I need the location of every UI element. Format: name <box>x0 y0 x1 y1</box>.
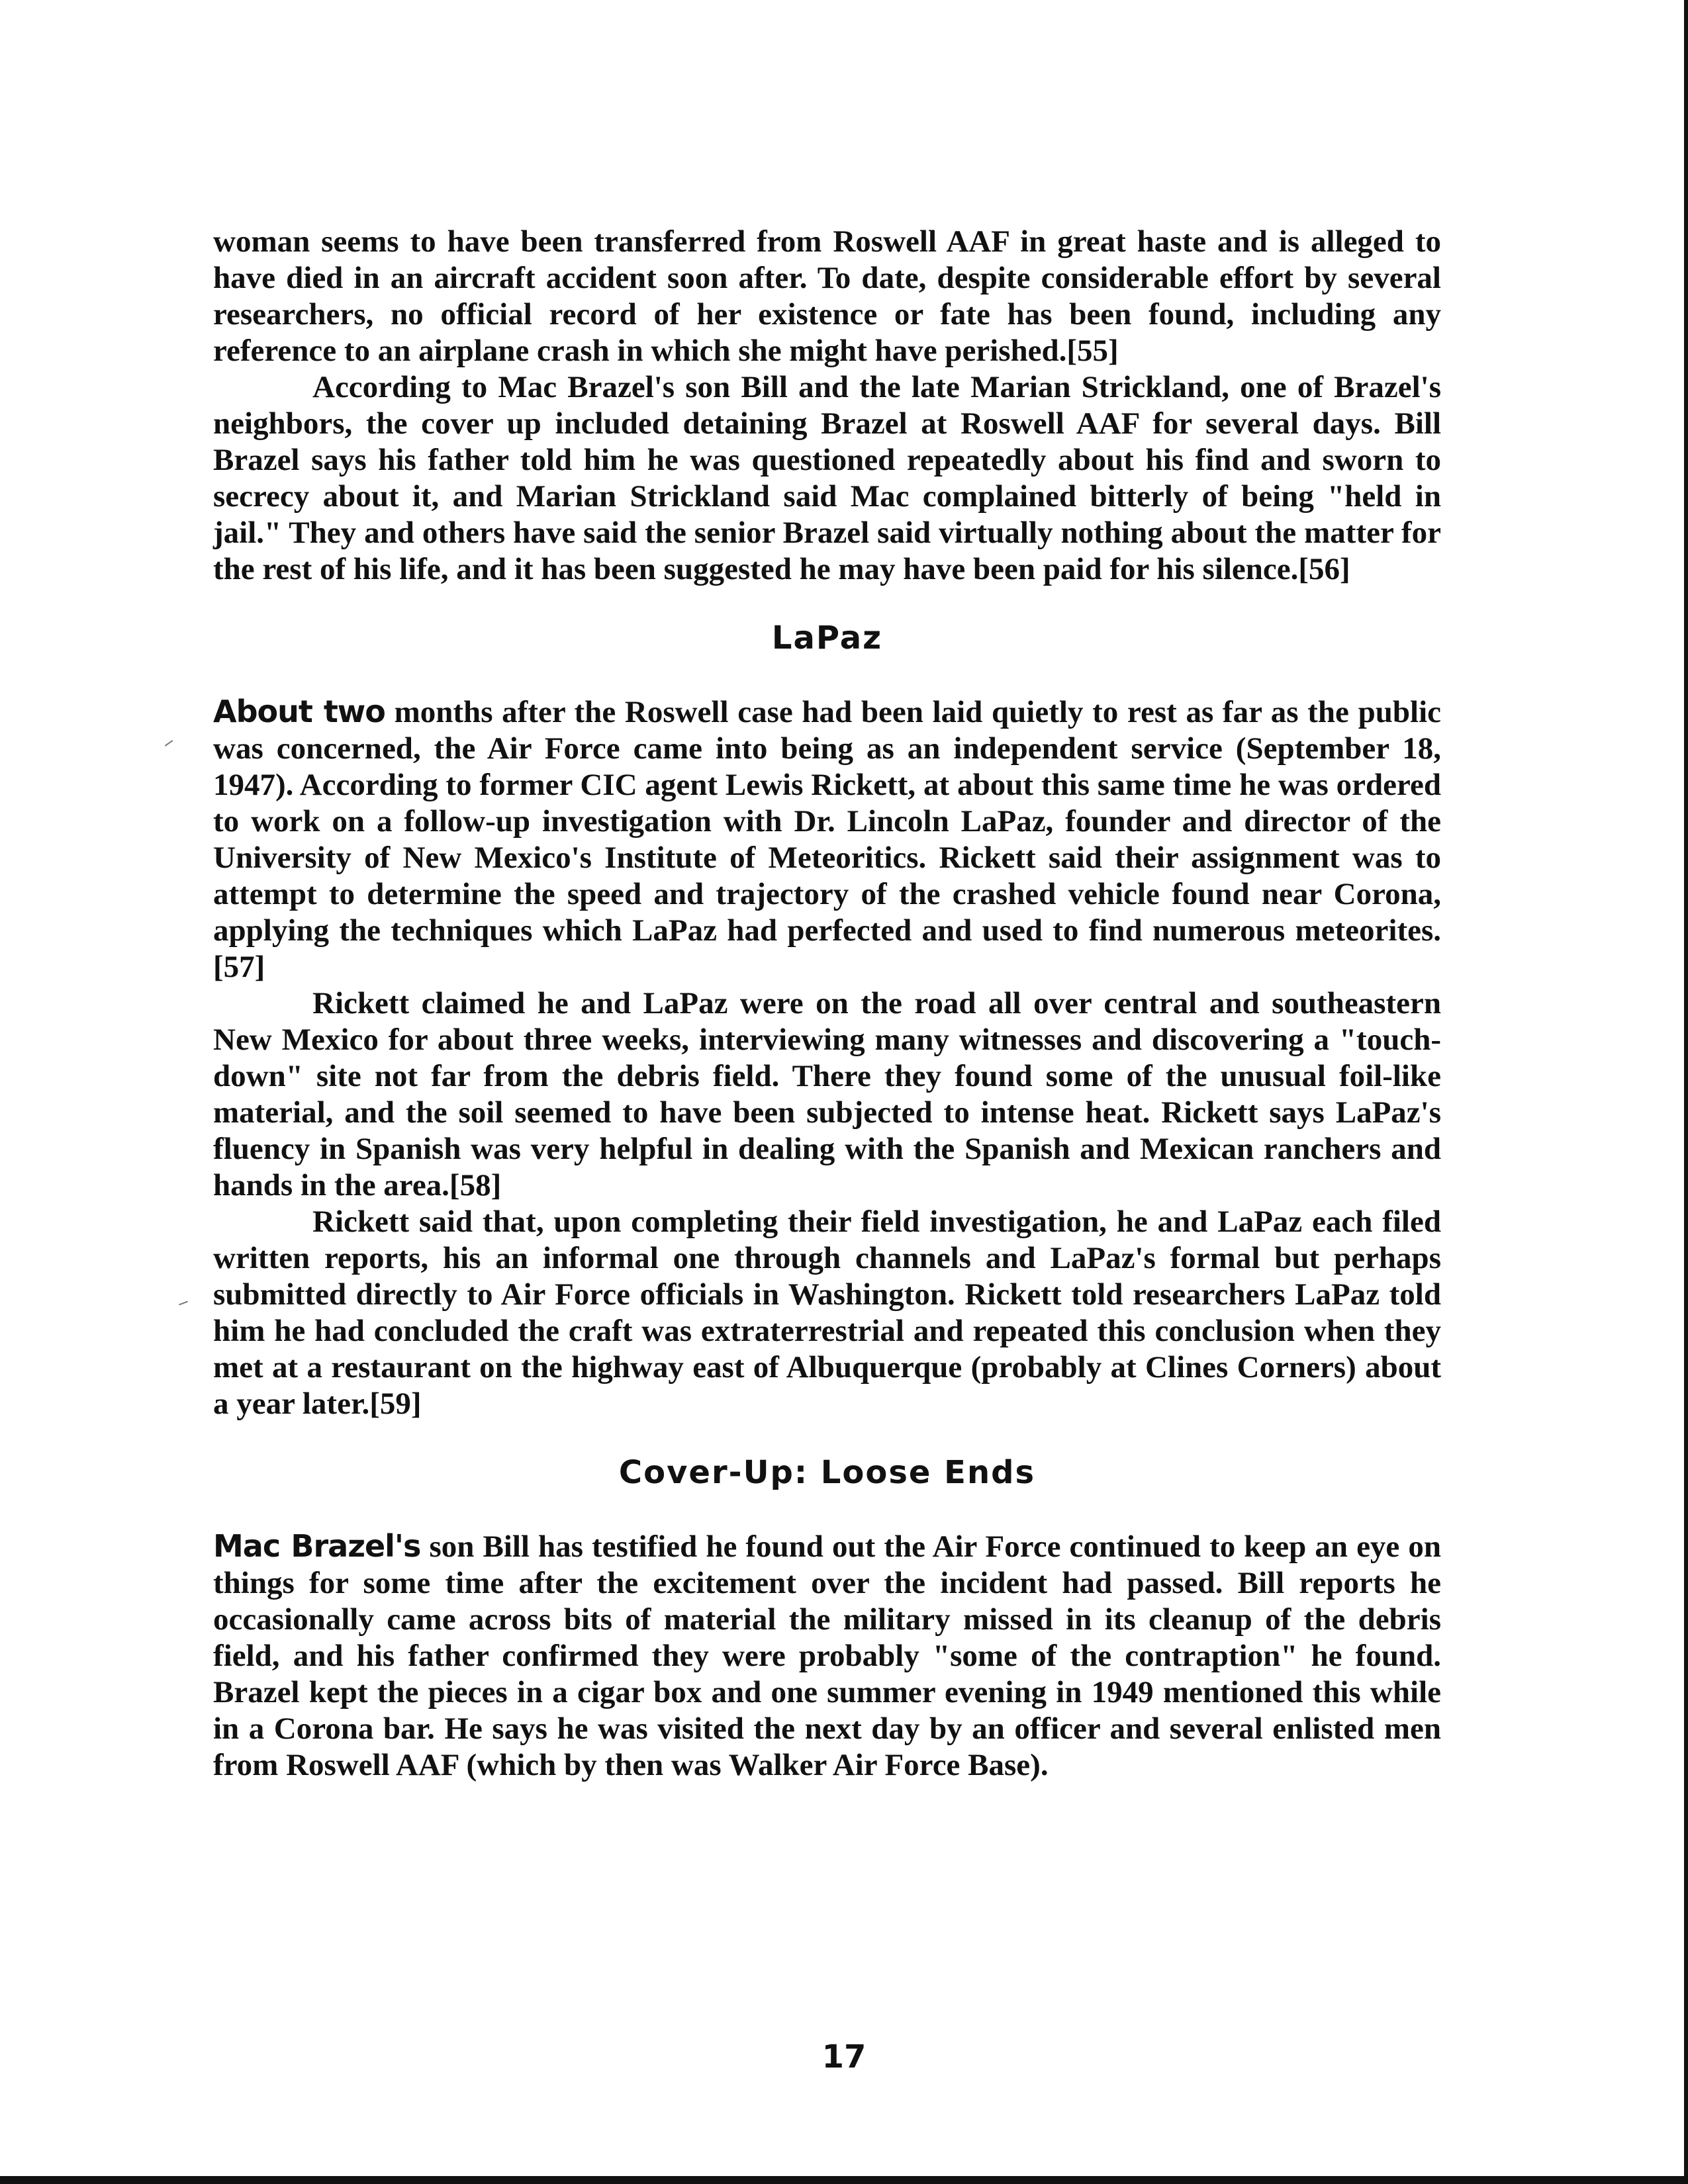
spacer <box>213 657 1441 694</box>
scan-border <box>0 2176 1688 2184</box>
text-column <box>213 224 1441 1784</box>
spacer <box>213 1491 1441 1528</box>
lapaz-paragraph-1 <box>213 694 1441 985</box>
spacer <box>213 1422 1441 1454</box>
lapaz-lead-in: About two <box>213 694 385 729</box>
page-number: 17 <box>821 2038 867 2075</box>
lapaz-paragraph-1-text: months after the Roswell case had been laid quietly to rest as far as the public was concerned, the Air Force came into being as an independent service (September 18, 1947). According to former CIC agent Lewis Rickett, at about this same time he was ordered to work on a follow-up investigation with Dr. Lincoln LaPaz, founder and director of the University of New Mexico's Institute of Meteoritics. Rickett said their assignment was to attempt to determine the speed and trajectory of the crashed vehicle found near Corona, applying the techniques which LaPaz had perfected and used to find numerous meteorites.[57] <box>213 695 1441 984</box>
coverup-paragraph-1 <box>213 1528 1441 1784</box>
section-heading-coverup: Cover-Up: Loose Ends <box>618 1454 1036 1491</box>
coverup-lead-in: Mac Brazel's <box>213 1528 421 1564</box>
intro-paragraph-1: woman seems to have been transferred from Roswell AAF in great haste and is alleged to have died in an aircraft accident soon after. To date, despite considerable effort by several researchers, no official record of her existence or fate has been found, including any reference to an airplane crash in which she might have perished.[55] <box>213 224 1441 368</box>
section-heading-lapaz: LaPaz <box>771 619 883 657</box>
scan-speck <box>179 1301 188 1306</box>
intro-paragraph-2: According to Mac Brazel's son Bill and the late Marian Strickland, one of Brazel's neighbors, the cover up included detaining Brazel at Roswell AAF for several days. Bill Brazel says his father told him he was questioned repeatedly about his find and sworn to secrecy about it, and Marian Strickland said Mac complained bitterly of being "held in jail." They and others have said the senior Brazel said virtually nothing about the matter for the rest of his life, and it has been suggested he may have been paid for his silence.[56] <box>213 370 1441 586</box>
lapaz-paragraph-2: Rickett claimed he and LaPaz were on the road all over central and southeastern New Mexico for about three weeks, interviewing many witnesses and discovering a "touch-down" site not far from the debris field. There they found some of the unusual foil-like material, and the soil seemed to have been subjected to intense heat. Rickett says LaPaz's fluency in Spanish was very helpful in dealing with the Spanish and Mexican ranchers and hands in the area.[58] <box>213 986 1441 1203</box>
spacer <box>213 588 1441 619</box>
scan-speck <box>165 740 173 747</box>
lapaz-paragraph-3: Rickett said that, upon completing their field investigation, he and LaPaz each filed written reports, his an informal one through channels and LaPaz's formal but perhaps submitted directly to Air Force officials in Washington. Rickett told researchers LaPaz told him he had concluded the craft was extraterrestrial and repeated this conclusion when they met at a restaurant on the highway east of Albuquerque (probably at Clines Corners) about a year later.[59] <box>213 1205 1441 1421</box>
coverup-paragraph-1-text: son Bill has testified he found out the Air Force continued to keep an eye on things for some time after the excitement over the incident had passed. Bill reports he occasionally came across bits of material the military missed in its cleanup of the debris field, and his father confirmed they were probably "some of the contraption" he found. Brazel kept the pieces in a cigar box and one summer evening in 1949 mentioned this while in a Corona bar. He says he was visited the next day by an officer and several enlisted men from Roswell AAF (which by then was Walker Air Force Base). <box>213 1529 1441 1782</box>
scan-edge <box>1684 0 1688 2184</box>
